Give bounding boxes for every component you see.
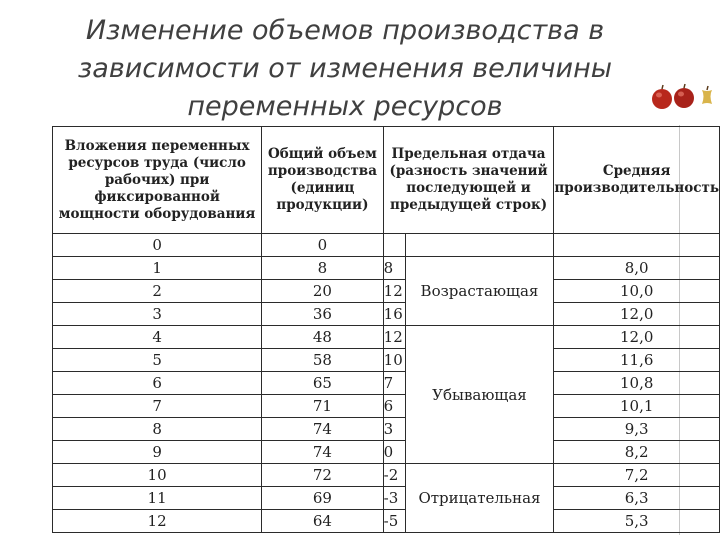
- output-cell: 74: [262, 441, 383, 464]
- marginal-cell: -2: [383, 464, 405, 487]
- output-cell: 20: [262, 280, 383, 303]
- output-cell: 64: [262, 510, 383, 533]
- output-cell: 48: [262, 326, 383, 349]
- marginal-cell: 12: [383, 280, 405, 303]
- table-row: [53, 395, 720, 418]
- marginal-cell: 0: [383, 441, 405, 464]
- table-row: [53, 303, 720, 326]
- marginal-cell: 16: [383, 303, 405, 326]
- table-row: [53, 441, 720, 464]
- resource-cell: 7: [53, 395, 262, 418]
- output-cell: 74: [262, 418, 383, 441]
- table-row: [53, 280, 720, 303]
- trend-empty-cell: [405, 234, 554, 257]
- output-cell: 58: [262, 349, 383, 372]
- average-cell: 8,0: [554, 257, 720, 280]
- trend-negative: Отрицательная: [405, 464, 554, 533]
- average-cell: 7,2: [554, 464, 720, 487]
- average-cell: 8,2: [554, 441, 720, 464]
- header-average: Средняя производительность: [554, 127, 720, 234]
- resource-cell: 11: [53, 487, 262, 510]
- marginal-cell: [383, 234, 405, 257]
- average-cell: 5,3: [554, 510, 720, 533]
- resource-cell: 12: [53, 510, 262, 533]
- marginal-cell: 8: [383, 257, 405, 280]
- apples-icon: [650, 82, 718, 112]
- resource-cell: 9: [53, 441, 262, 464]
- resource-cell: 1: [53, 257, 262, 280]
- resource-cell: 4: [53, 326, 262, 349]
- resource-cell: 8: [53, 418, 262, 441]
- output-cell: 0: [262, 234, 383, 257]
- table-row: [53, 349, 720, 372]
- output-cell: 69: [262, 487, 383, 510]
- average-cell: 10,1: [554, 395, 720, 418]
- table-row: [53, 464, 720, 487]
- table-row: [53, 372, 720, 395]
- trend-decreasing: Убывающая: [405, 326, 554, 464]
- resource-cell: 10: [53, 464, 262, 487]
- marginal-cell: 7: [383, 372, 405, 395]
- table-row: [53, 418, 720, 441]
- resource-cell: 0: [53, 234, 262, 257]
- table-row: [53, 257, 720, 280]
- output-cell: 8: [262, 257, 383, 280]
- average-cell: 11,6: [554, 349, 720, 372]
- header-resource: Вложения переменных ресурсов труда (число рабочих) при фиксированной мощности оборудования: [53, 127, 262, 234]
- production-table: [52, 126, 720, 533]
- header-marginal: Предельная отдача (разность значений последующей и предыдущей строк): [383, 127, 554, 234]
- output-cell: 65: [262, 372, 383, 395]
- resource-cell: 6: [53, 372, 262, 395]
- average-cell: 10,0: [554, 280, 720, 303]
- table-row: [53, 234, 720, 257]
- resource-cell: 3: [53, 303, 262, 326]
- marginal-cell: -3: [383, 487, 405, 510]
- resource-cell: 5: [53, 349, 262, 372]
- output-cell: 71: [262, 395, 383, 418]
- average-cell: 12,0: [554, 303, 720, 326]
- marginal-cell: 10: [383, 349, 405, 372]
- average-cell: 10,8: [554, 372, 720, 395]
- average-cell: 9,3: [554, 418, 720, 441]
- trend-increasing: Возрастающая: [405, 257, 554, 326]
- marginal-cell: 12: [383, 326, 405, 349]
- output-cell: 36: [262, 303, 383, 326]
- average-cell: 12,0: [554, 326, 720, 349]
- table-row: [53, 326, 720, 349]
- table-row: [53, 487, 720, 510]
- slide-title: Изменение объемов производства в зависимости от изменения величины переменных ресурсов: [77, 15, 613, 122]
- resource-cell: 2: [53, 280, 262, 303]
- marginal-cell: 3: [383, 418, 405, 441]
- marginal-cell: 6: [383, 395, 405, 418]
- output-cell: 72: [262, 464, 383, 487]
- average-cell: 6,3: [554, 487, 720, 510]
- marginal-cell: -5: [383, 510, 405, 533]
- table-row: [53, 510, 720, 533]
- header-output: Общий объем производства (единиц продукции): [262, 127, 383, 234]
- average-cell: [554, 234, 720, 257]
- header-row: [53, 127, 720, 234]
